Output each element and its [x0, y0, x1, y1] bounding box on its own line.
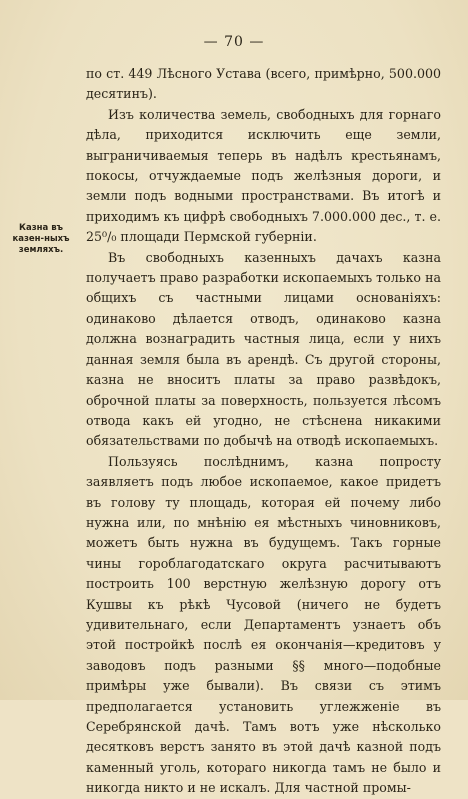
paragraph: Пользуясь послѣднимъ, казна попросту заявляетъ подъ любое ископаемое, какое придетъ въ голову ту площадь, которая ей почему либо нужна или, по мнѣнію ея мѣстныхъ чиновниковъ, можетъ быть нужна въ будущемъ. Такъ горные чины гороблагодатскаго округа расчитываютъ построить 100 верстную желѣзную дорогу отъ Кушвы къ рѣкѣ Чусовой (ничего не будетъ удивительнаго, если Департаментъ узнаетъ объ этой постройкѣ послѣ ея окончанія—кредитовъ у заводовъ подъ разными §§ много—подобные примѣры уже бывали). Въ связи съ этимъ предполагается установить углежженіе въ Серебрянской дачѣ. Тамъ вотъ уже нѣсколько десятковъ верстъ занято въ этой дачѣ казной подъ каменный уголь, котораго никогда тамъ не было и никогда никто и не искалъ. Для частной промы-	[86, 453, 441, 796]
margin-note: Казна въ казен-ныхъ земляхъ.	[12, 223, 70, 255]
paragraph: Въ свободныхъ казенныхъ дачахъ казна получаетъ право разработки ископаемыхъ только на общихъ съ частными лицами основаніяхъ: одинаково дѣлается отводъ, одинаково казна должна вознаградить частныя лица, если у нихъ данная земля была въ арендѣ. Съ другой стороны, казна не вноситъ платы за право развѣдокъ, оброчной платы за поверхность, пользуется лѣсомъ отвода какъ ей угодно, не стѣснена никакими обязательствами по добычѣ на отводѣ ископаемыхъ.	[86, 249, 441, 449]
page-number: — 70 —	[203, 34, 265, 50]
paragraph: Изъ количества земель, свободныхъ для горнаго дѣла, приходится исключить еще земли, выграничиваемыя теперь въ надѣлъ крестьянамъ, покосы, отчуждаемые подъ желѣзныя дороги, и земли подъ водными пространствами. Въ итогѣ и приходимъ къ цифрѣ свободныхъ 7.000.000 дес., т. е. 25⁰/₀ площади Пермской губерніи.	[86, 106, 441, 245]
page-body	[86, 64, 441, 799]
paragraph-continued: по ст. 449 Лѣсного Устава (всего, примѣрно, 500.000 десятинъ).	[86, 66, 441, 102]
